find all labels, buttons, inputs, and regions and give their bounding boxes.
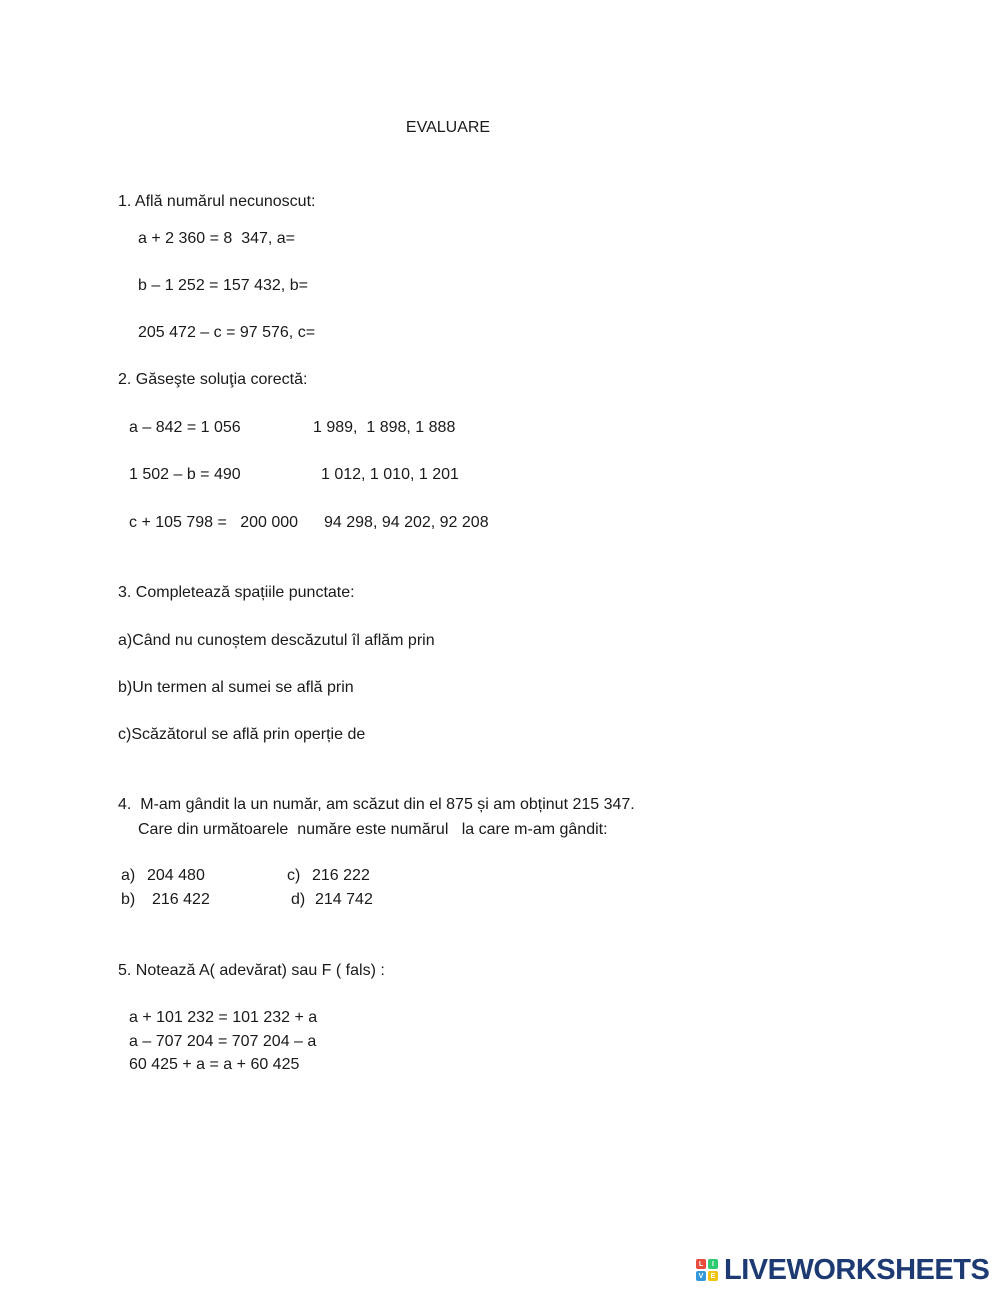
logo-letter: E [708,1271,718,1281]
option-label-c: c) [287,867,301,884]
exercise-3-line: a)Când nu cunoștem descăzutul îl aflăm prin [118,632,435,649]
exercise-1-heading: 1. Află numărul necunoscut: [118,193,316,210]
exercise-2-equation: c + 105 798 = 200 000 [129,514,299,531]
exercise-2-options: 1 989, 1 898, 1 888 [313,419,456,436]
exercise-5-line: a + 101 232 = 101 232 + a [129,1009,318,1026]
logo-letter: L [696,1259,706,1269]
logo-letter: I [708,1259,718,1269]
exercise-5-line: 60 425 + a = a + 60 425 [129,1056,300,1073]
exercise-3-heading: 3. Completează spațiile punctate: [118,584,355,601]
liveworksheets-logo [696,1254,989,1286]
exercise-1-line: b – 1 252 = 157 432, b= [138,277,308,294]
exercise-1-line: 205 472 – c = 97 576, c= [138,324,316,341]
exercise-3-line: c)Scăzătorul se află prin operție de [118,726,366,743]
exercise-5-heading: 5. Notează A( adevărat) sau F ( fals) : [118,962,385,979]
option-value-d: 214 742 [315,891,373,908]
exercise-4-question: Care din următoarele număre este numărul la care m-am gândit: [138,821,608,838]
option-value-b: 216 422 [152,891,210,908]
option-label-d: d) [291,891,306,908]
exercise-5-line: a – 707 204 = 707 204 – a [129,1033,317,1050]
logo-mark-icon [696,1259,718,1281]
exercise-1-line: a + 2 360 = 8 347, a= [138,230,296,247]
exercise-2-options: 94 298, 94 202, 92 208 [324,514,489,531]
option-value-c: 216 222 [312,867,370,884]
exercise-4-statement: 4. M-am gândit la un număr, am scăzut din el 875 și am obținut 215 347. [118,796,635,813]
exercise-2-equation: 1 502 – b = 490 [129,466,241,483]
exercise-2-heading: 2. Găseşte soluţia corectă: [118,371,308,388]
exercise-2-options: 1 012, 1 010, 1 201 [321,466,459,483]
option-label-b: b) [121,891,136,908]
exercise-3-line: b)Un termen al sumei se află prin [118,679,354,696]
page-title: EVALUARE [405,119,491,136]
logo-letter: V [696,1271,706,1281]
option-value-a: 204 480 [147,867,205,884]
exercise-2-equation: a – 842 = 1 056 [129,419,241,436]
logo-text: LIVEWORKSHEETS [724,1253,990,1286]
option-label-a: a) [121,867,136,884]
